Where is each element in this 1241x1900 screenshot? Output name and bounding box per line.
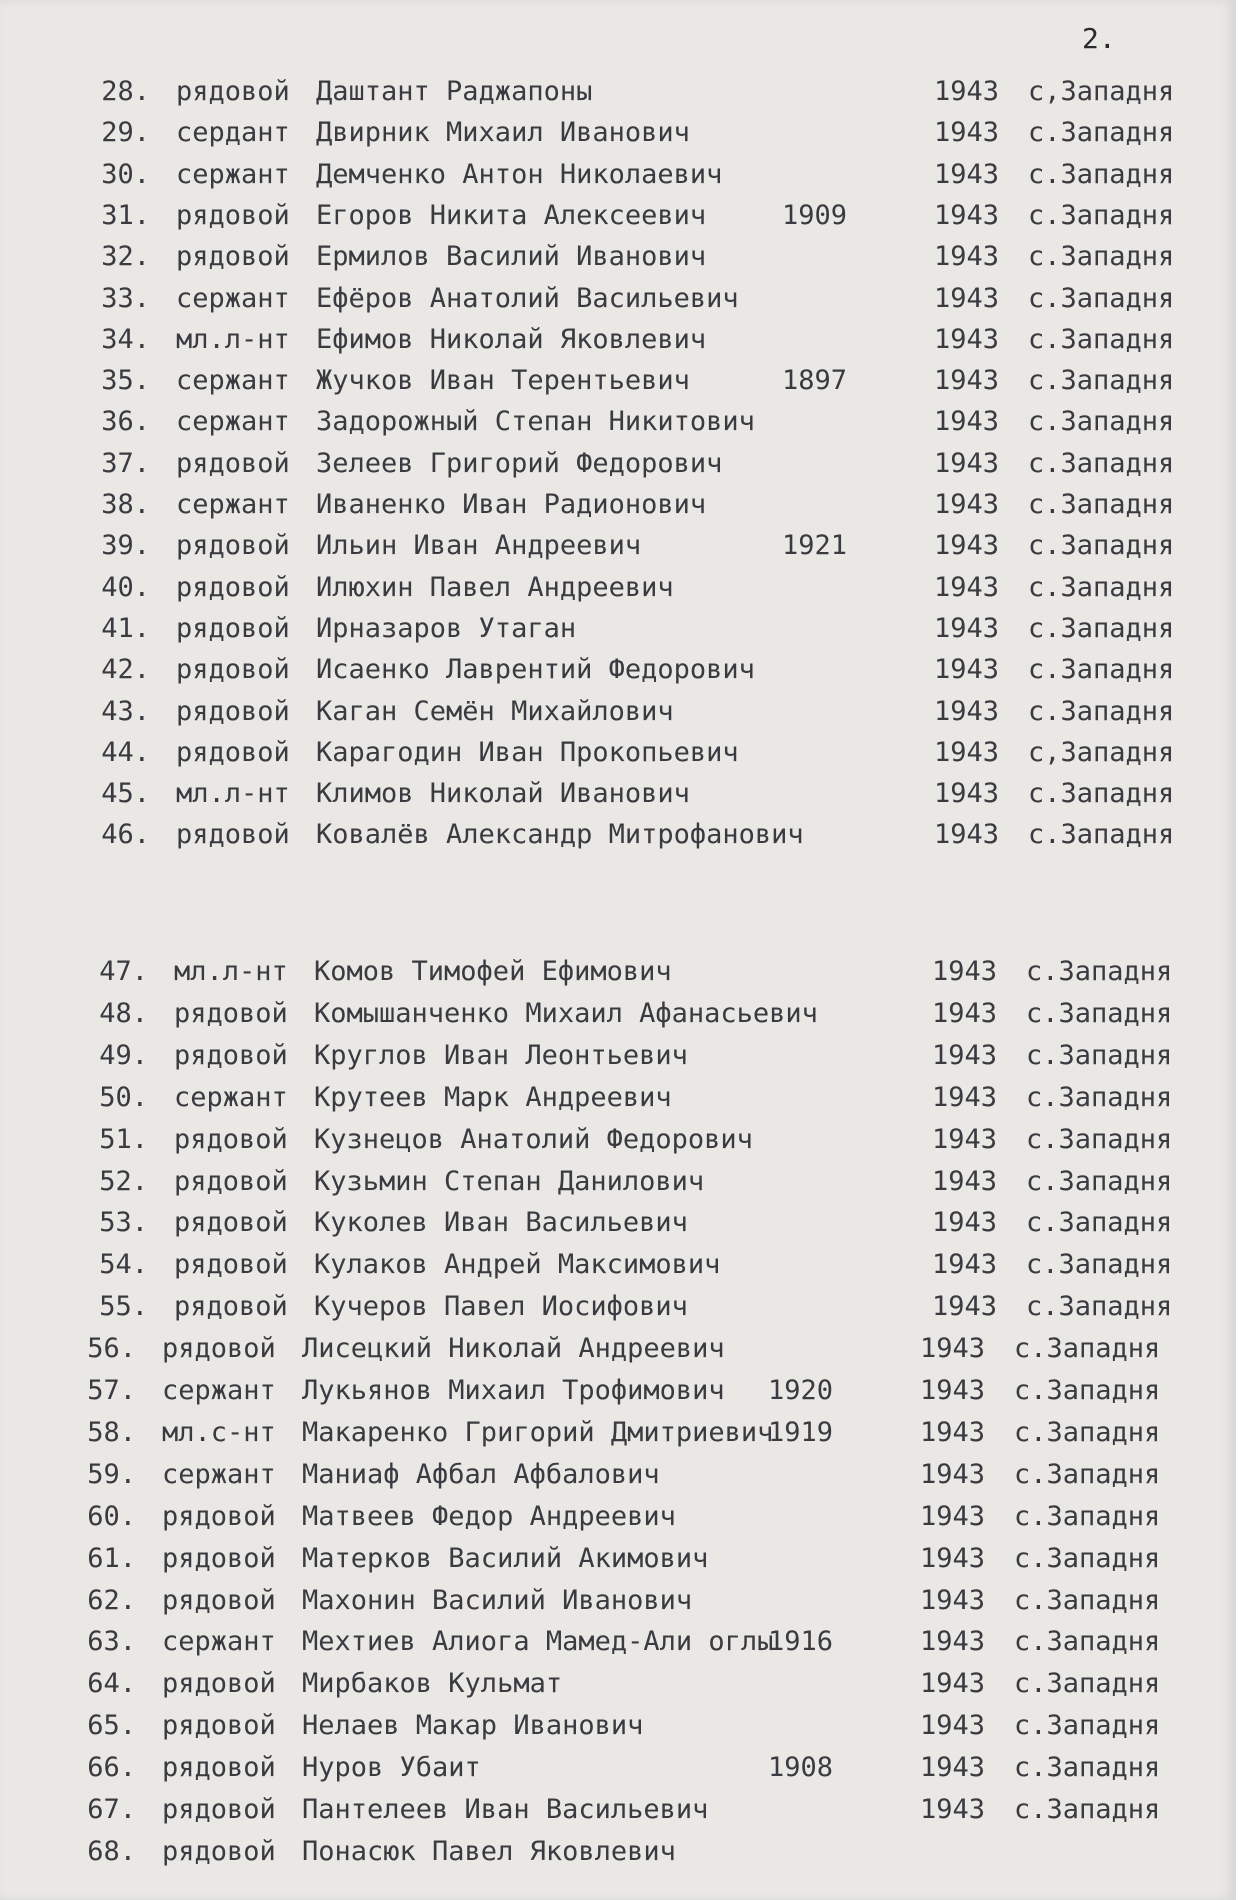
entry-year: 1943 [934,778,1000,810]
roster-row [0,406,1236,446]
entry-rank: рядовой [174,1207,288,1239]
entry-birth-year: 1921 [782,530,848,562]
roster-row [0,1459,1222,1499]
roster-row [0,283,1236,323]
entry-name: Кузнецов Анатолий Федорович [314,1123,753,1155]
entry-rank: сержант [176,158,290,190]
entry-year: 1943 [920,1500,986,1532]
entry-rank: рядовой [162,1794,276,1825]
roster-row [0,696,1236,736]
entry-number: 62. [87,1584,136,1616]
entry-number: 65. [87,1710,136,1742]
entry-place: с.Западня [1014,1542,1161,1574]
entry-birth-year: 1909 [782,199,848,231]
entry-number: 30. [101,158,150,190]
entry-place: с.Западня [1014,1668,1161,1700]
entry-name: Ирназаров Утаган [316,612,577,644]
entry-year: 1943 [932,1291,998,1323]
roster-row [0,1752,1222,1792]
roster-row [0,1249,1234,1289]
entry-place: с.Западня [1028,447,1175,479]
entry-rank: рядовой [174,1291,288,1323]
entry-number: 38. [101,489,150,520]
entry-place: с.Западня [1014,1752,1161,1784]
entry-number: 33. [101,282,150,314]
entry-year: 1943 [920,1710,986,1742]
roster-row [0,324,1236,364]
entry-year: 1943 [932,997,998,1029]
roster-row [0,572,1236,612]
entry-year: 1943 [934,117,1000,149]
entry-place: с.Западня [1014,1794,1161,1825]
entry-rank: рядовой [176,695,290,727]
entry-year: 1943 [934,819,1000,851]
roster-row [0,365,1236,405]
entry-number: 39. [101,530,150,562]
roster-row [0,448,1236,488]
entry-year: 1943 [920,1333,986,1365]
entry-name: Круглов Иван Леонтьевич [314,1039,688,1071]
roster-row [0,1501,1222,1541]
entry-rank: рядовой [176,447,290,479]
entry-name: Лукьянов Михаил Трофимович [302,1375,725,1406]
entry-place: с.Западня [1028,158,1175,190]
entry-year: 1943 [932,1039,998,1071]
entry-name: Нелаев Макар Иванович [302,1710,644,1742]
entry-number: 48. [99,997,148,1029]
entry-rank: рядовой [176,736,290,768]
entry-year: 1943 [920,1458,986,1490]
roster-row [0,489,1236,529]
entry-birth-year: 1916 [768,1626,834,1658]
entry-year: 1943 [920,1584,986,1616]
entry-place: с.Западня [1028,282,1175,314]
entry-rank: рядовой [162,1710,276,1742]
entry-name: Иваненко Иван Радионович [316,489,707,520]
entry-birth-year: 1908 [768,1752,834,1784]
roster-row [0,956,1234,996]
entry-name: Комов Тимофей Ефимович [314,956,672,987]
entry-rank: рядовой [176,819,290,851]
entry-year: 1943 [932,956,998,987]
roster-row [0,819,1236,859]
entry-number: 41. [101,612,150,644]
entry-place: с,Западня [1028,76,1175,107]
entry-name: Жучков Иван Терентьевич [316,365,690,397]
entry-year: 1943 [934,447,1000,479]
entry-rank: рядовой [162,1835,276,1867]
roster-row [0,737,1236,777]
entry-number: 29. [101,117,150,149]
entry-rank: рядовой [162,1752,276,1784]
entry-number: 46. [101,819,150,851]
roster-row [0,998,1234,1038]
entry-rank: рядовой [174,1165,288,1197]
entry-year: 1943 [920,1752,986,1784]
entry-name: Матвеев Федор Андреевич [302,1500,676,1532]
entry-name: Мирбаков Кульмат [302,1668,563,1700]
entry-name: Ковалёв Александр Митрофанович [316,819,804,851]
entry-place: с.Западня [1028,406,1175,438]
entry-name: Макаренко Григорий Дмитриевич [302,1416,774,1448]
entry-name: Понасюк Павел Яковлевич [302,1835,676,1867]
entry-rank: рядовой [176,241,290,273]
entry-name: Махонин Василий Иванович [302,1584,693,1616]
entry-number: 44. [101,736,150,768]
roster-row [0,159,1236,199]
entry-place: с.Западня [1028,654,1175,686]
entry-year: 1943 [934,736,1000,768]
entry-year: 1943 [934,530,1000,562]
roster-row [0,76,1236,116]
roster-row [0,1124,1234,1164]
entry-number: 40. [101,571,150,603]
entry-name: Ильин Иван Андреевич [316,530,642,562]
entry-number: 37. [101,447,150,479]
entry-year: 1943 [932,1207,998,1239]
entry-number: 58. [87,1416,136,1448]
entry-year: 1943 [934,76,1000,107]
entry-rank: рядовой [174,1039,288,1071]
entry-name: Даштант Раджапоны [316,76,593,107]
entry-year: 1943 [934,695,1000,727]
entry-year: 1943 [932,1081,998,1113]
entry-year: 1943 [934,654,1000,686]
entry-name: Крутеев Марк Андреевич [314,1081,672,1113]
roster-row [0,117,1236,157]
roster-row [0,1417,1222,1457]
entry-year: 1943 [920,1416,986,1448]
entry-rank: рядовой [176,571,290,603]
entry-number: 63. [87,1626,136,1658]
entry-year: 1943 [934,323,1000,355]
entry-place: с.Западня [1026,1123,1173,1155]
entry-number: 67. [87,1794,136,1825]
roster-row [0,1585,1222,1625]
entry-rank: мл.с-нт [162,1416,276,1448]
entry-year: 1943 [920,1375,986,1406]
entry-place: с.Западня [1028,199,1175,231]
entry-year: 1943 [920,1668,986,1700]
entry-name: Куколев Иван Васильевич [314,1207,688,1239]
entry-name: Демченко Антон Николаевич [316,158,723,190]
entry-rank: рядовой [174,1123,288,1155]
entry-rank: сержант [176,282,290,314]
entry-rank: рядовой [176,530,290,562]
entry-name: Егоров Никита Алексеевич [316,199,707,231]
entry-name: Задорожный Степан Никитович [316,406,755,438]
entry-place: с.Западня [1014,1458,1161,1490]
entry-year: 1943 [932,1249,998,1281]
entry-place: с.Западня [1014,1500,1161,1532]
entry-place: с.Западня [1026,1081,1173,1113]
entry-place: с.Западня [1026,1039,1173,1071]
entry-rank: рядовой [162,1500,276,1532]
entry-name: Нуров Убаит [302,1752,481,1784]
roster-row [0,1207,1234,1247]
entry-birth-year: 1919 [768,1416,834,1448]
entry-place: с.Западня [1014,1333,1161,1365]
entry-number: 45. [101,778,150,810]
entry-year: 1943 [920,1794,986,1825]
entry-name: Кучеров Павел Иосифович [314,1291,688,1323]
entry-place: с.Западня [1028,695,1175,727]
entry-year: 1943 [934,489,1000,520]
entry-number: 68. [87,1835,136,1867]
roster-row [0,1794,1222,1834]
roster-row [0,200,1236,240]
entry-number: 49. [99,1039,148,1071]
roster-row [0,1375,1222,1415]
roster-row [0,1166,1234,1206]
entry-year: 1943 [934,406,1000,438]
entry-rank: сердант [176,117,290,149]
entry-place: с.Западня [1026,1165,1173,1197]
entry-number: 50. [99,1081,148,1113]
entry-name: Лисецкий Николай Андреевич [302,1333,725,1365]
entry-name: Двирник Михаил Иванович [316,117,690,149]
entry-place: с.Западня [1014,1375,1161,1406]
entry-year: 1943 [920,1542,986,1574]
roster-row [0,778,1236,818]
entry-rank: сержант [162,1626,276,1658]
entry-place: с.Западня [1028,530,1175,562]
roster-row [0,1543,1222,1583]
entry-rank: рядовой [176,199,290,231]
entry-year: 1943 [934,241,1000,273]
entry-year: 1943 [932,1123,998,1155]
entry-name: Илюхин Павел Андреевич [316,571,674,603]
entry-place: с.Западня [1026,1207,1173,1239]
entry-number: 57. [87,1375,136,1406]
entry-rank: мл.л-нт [176,323,290,355]
roster-row [0,1710,1222,1750]
entry-name: Каган Семён Михайлович [316,695,674,727]
roster-row [0,1040,1234,1080]
entry-number: 32. [101,241,150,273]
roster-row [0,241,1236,281]
entry-place: с.Западня [1026,997,1173,1029]
entry-rank: сержант [176,365,290,397]
entry-rank: рядовой [176,76,290,107]
entry-year: 1943 [932,1165,998,1197]
entry-place: с.Западня [1028,323,1175,355]
entry-name: Маниаф Афбал Афбалович [302,1458,660,1490]
entry-name: Ермилов Василий Иванович [316,241,707,273]
entry-number: 55. [99,1291,148,1323]
entry-rank: мл.л-нт [174,956,288,987]
entry-place: с.Западня [1026,1291,1173,1323]
entry-number: 53. [99,1207,148,1239]
entry-name: Мехтиев Алиога Мамед-Али оглы [302,1626,774,1658]
entry-number: 35. [101,365,150,397]
entry-place: с.Западня [1028,571,1175,603]
roster-row [0,1668,1222,1708]
entry-number: 60. [87,1500,136,1532]
entry-name: Кузьмин Степан Данилович [314,1165,705,1197]
entry-number: 28. [101,76,150,107]
entry-name: Ефёров Анатолий Васильевич [316,282,739,314]
entry-place: с.Западня [1014,1584,1161,1616]
entry-name: Пантелеев Иван Васильевич [302,1794,709,1825]
entry-year: 1943 [920,1626,986,1658]
entry-name: Ефимов Николай Яковлевич [316,323,707,355]
entry-place: с.Западня [1028,241,1175,273]
entry-birth-year: 1897 [782,365,848,397]
entry-name: Кулаков Андрей Максимович [314,1249,721,1281]
roster-row [0,654,1236,694]
entry-rank: рядовой [176,654,290,686]
entry-number: 42. [101,654,150,686]
entry-number: 31. [101,199,150,231]
entry-place: с.Западня [1028,365,1175,397]
entry-year: 1943 [934,158,1000,190]
entry-rank: рядовой [174,997,288,1029]
entry-place: с.Западня [1014,1416,1161,1448]
entry-number: 54. [99,1249,148,1281]
entry-rank: сержант [176,406,290,438]
entry-rank: мл.л-нт [176,778,290,810]
entry-number: 59. [87,1458,136,1490]
entry-birth-year: 1920 [768,1375,834,1406]
entry-place: с.Западня [1028,819,1175,851]
entry-year: 1943 [934,282,1000,314]
roster-row [0,1082,1234,1122]
entry-number: 52. [99,1165,148,1197]
entry-place: с.Западня [1028,117,1175,149]
entry-year: 1943 [934,571,1000,603]
entry-rank: рядовой [162,1333,276,1365]
entry-rank: рядовой [174,1249,288,1281]
entry-place: с.Западня [1028,778,1175,810]
roster-row [0,1291,1234,1331]
entry-place: с.Западня [1026,956,1173,987]
entry-name: Матерков Василий Акимович [302,1542,709,1574]
entry-year: 1943 [934,365,1000,397]
roster-row [0,613,1236,653]
entry-name: Комышанченко Михаил Афанасьевич [314,997,818,1029]
entry-number: 64. [87,1668,136,1700]
entry-rank: сержант [162,1458,276,1490]
entry-rank: рядовой [162,1542,276,1574]
entry-number: 61. [87,1542,136,1574]
entry-rank: сержант [174,1081,288,1113]
entry-rank: рядовой [162,1584,276,1616]
entry-rank: рядовой [176,612,290,644]
entry-place: с.Западня [1014,1710,1161,1742]
entry-year: 1943 [934,199,1000,231]
entry-year: 1943 [934,612,1000,644]
roster-row [0,1626,1222,1666]
entry-number: 34. [101,323,150,355]
entry-place: с,Западня [1028,736,1175,768]
entry-number: 43. [101,695,150,727]
entry-place: с.Западня [1028,489,1175,520]
entry-place: с.Западня [1028,612,1175,644]
entry-name: Карагодин Иван Прокопьевич [316,736,739,768]
roster-row [0,530,1236,570]
page-number: 2. [1082,22,1116,55]
roster-row [0,1836,1222,1876]
entry-place: с.Западня [1026,1249,1173,1281]
entry-name: Зелеев Григорий Федорович [316,447,723,479]
entry-name: Исаенко Лаврентий Федорович [316,654,755,686]
entry-name: Климов Николай Иванович [316,778,690,810]
entry-number: 66. [87,1752,136,1784]
entry-number: 51. [99,1123,148,1155]
entry-rank: сержант [162,1375,276,1406]
entry-rank: рядовой [162,1668,276,1700]
entry-number: 47. [99,956,148,987]
entry-place: с.Западня [1014,1626,1161,1658]
roster-row [0,1333,1222,1373]
entry-number: 36. [101,406,150,438]
entry-number: 56. [87,1333,136,1365]
entry-rank: сержант [176,489,290,520]
